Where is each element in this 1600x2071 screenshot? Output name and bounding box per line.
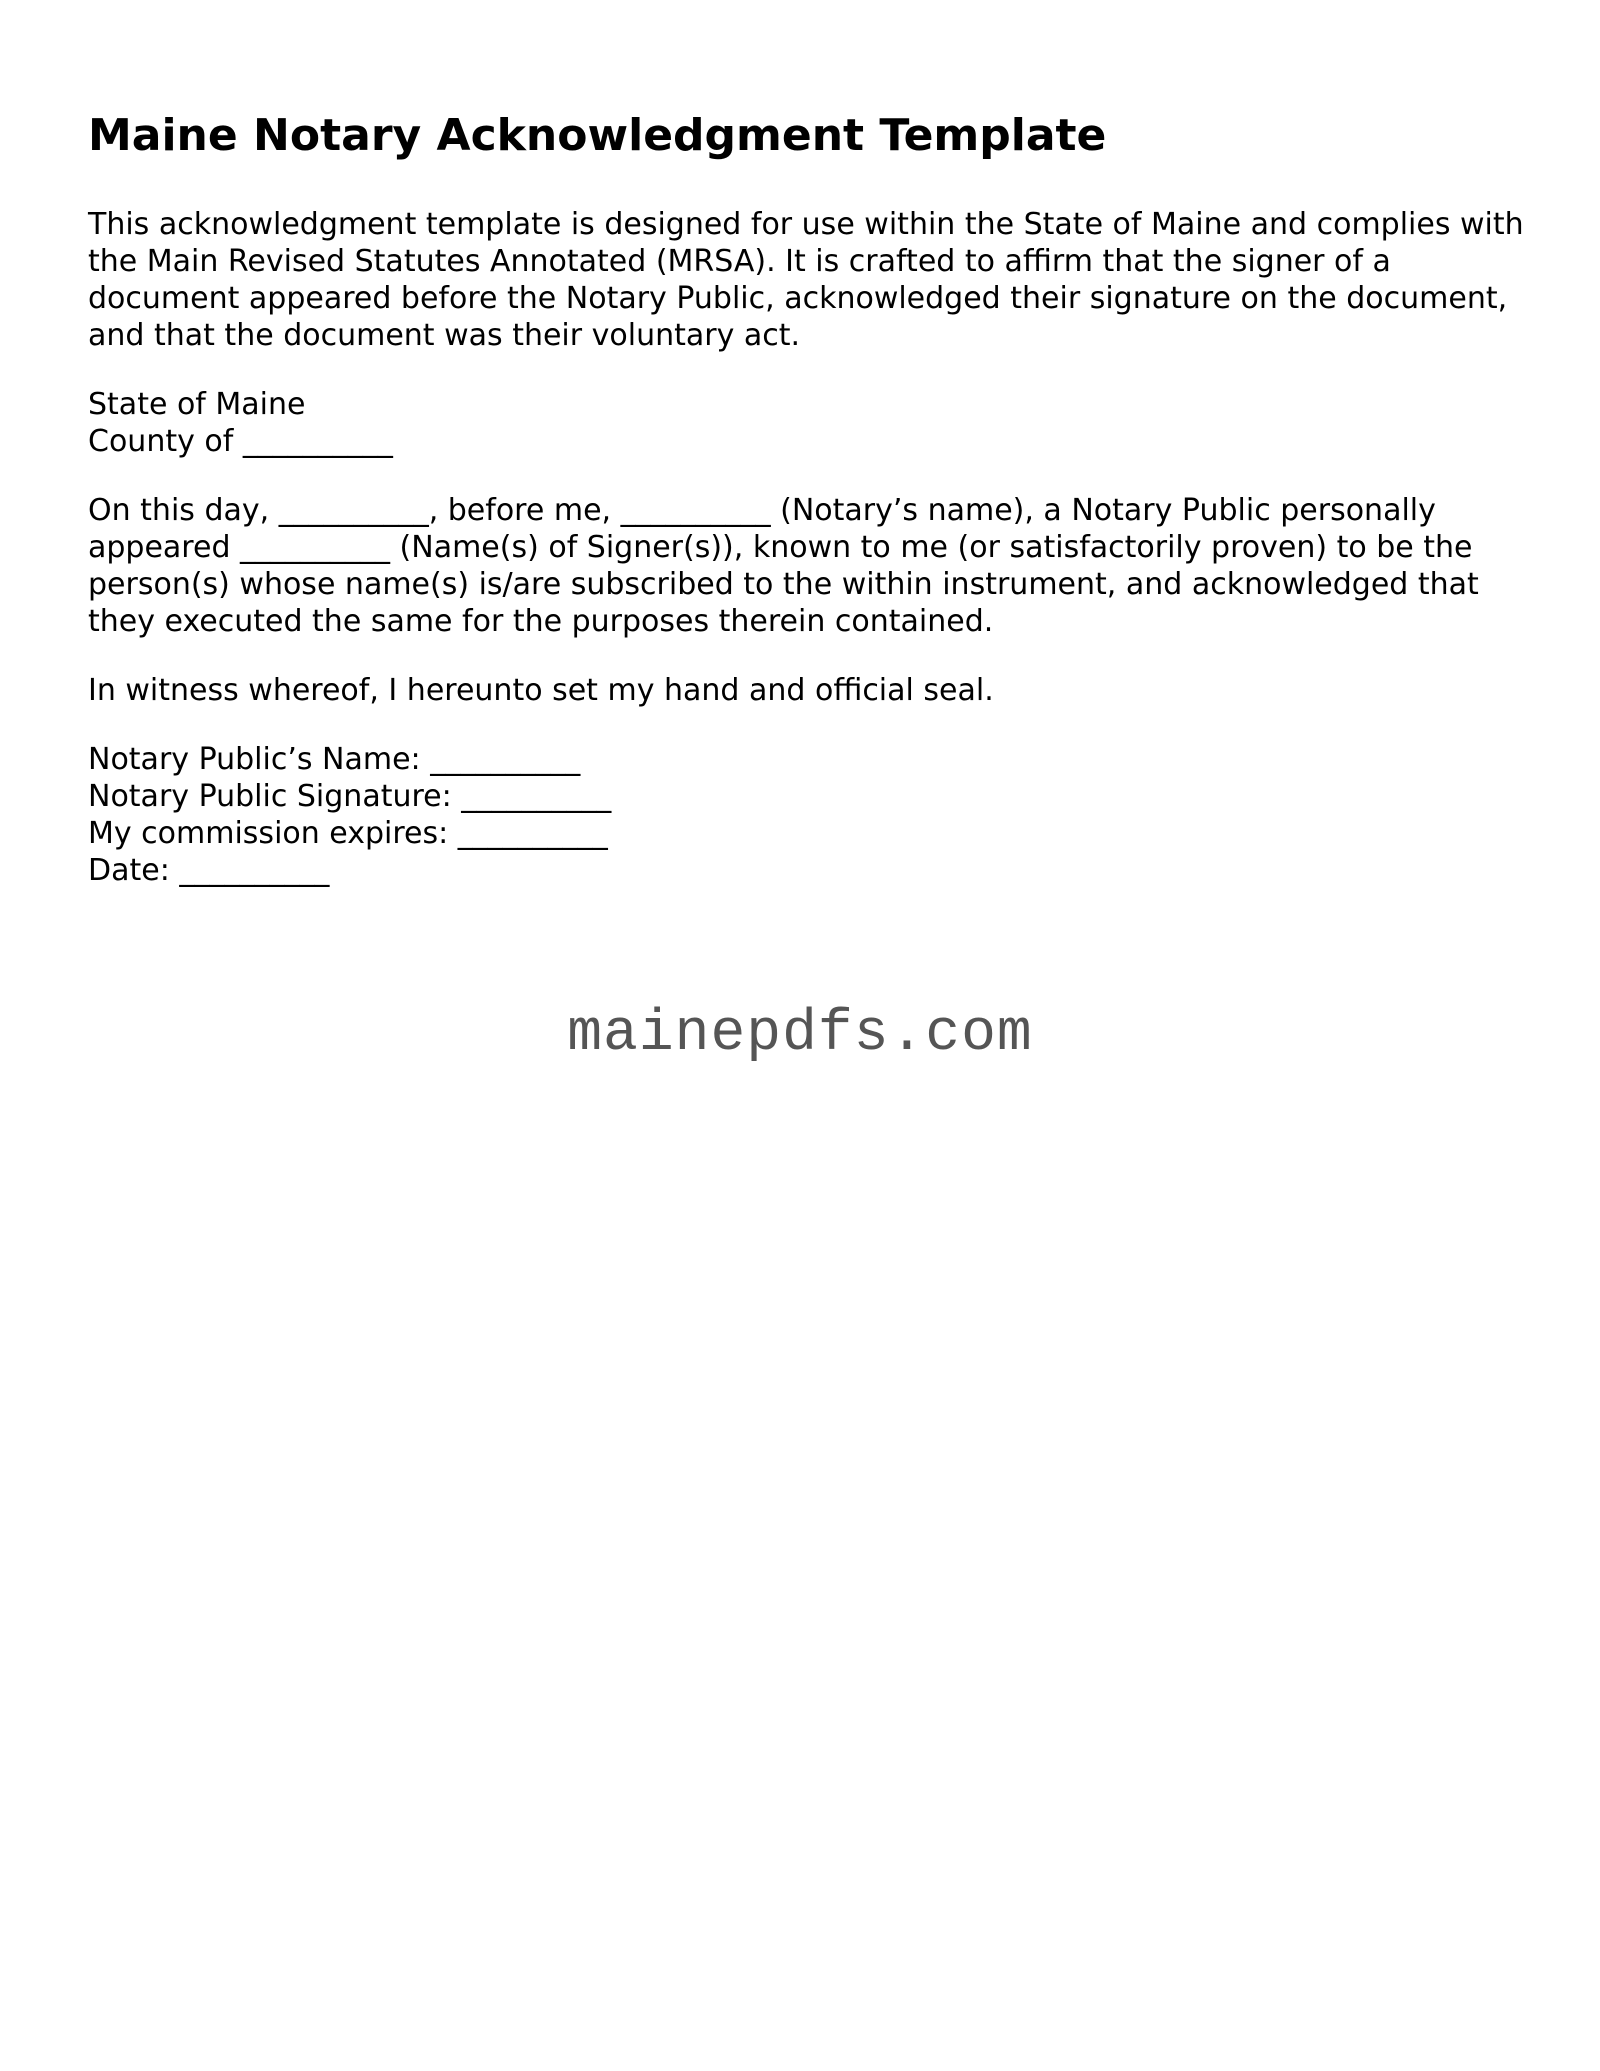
date-line: Date: __________ (88, 853, 330, 888)
document-title: Maine Notary Acknowledgment Template (88, 110, 1107, 161)
signature-block (88, 741, 1528, 889)
intro-paragraph: This acknowledgment template is designed for use within the State of Maine and complies with the Main Revised Statutes Annotated (MRSA). It is crafted to affirm that the signer of a document appeared before the Notary Public, acknowledged their signature on the document, and that the document was their voluntary act. (88, 207, 1524, 353)
venue-state: State of Maine (88, 387, 306, 422)
venue-county: County of __________ (88, 424, 393, 459)
watermark-text: mainepdfs.com (567, 1002, 1033, 1067)
notary-signature-line: Notary Public Signature: __________ (88, 779, 612, 814)
notary-name-line: Notary Public’s Name: __________ (88, 742, 581, 777)
commission-expires-line: My commission expires: __________ (88, 816, 608, 851)
witness-statement: In witness whereof, I hereunto set my hand and official seal. (88, 673, 994, 708)
venue-block (88, 386, 1528, 460)
document-page (88, 108, 1528, 921)
acknowledgment-paragraph: On this day, __________, before me, __________ (Notary’s name), a Notary Public personally appeared __________ (Name(s) of Signer(s)), known to me (or satisfactorily proven) to be the person(s) whose name(s) is/are subscribed to the within instrument, and acknowledged that they executed the same for the purposes therein contained. (88, 493, 1479, 639)
